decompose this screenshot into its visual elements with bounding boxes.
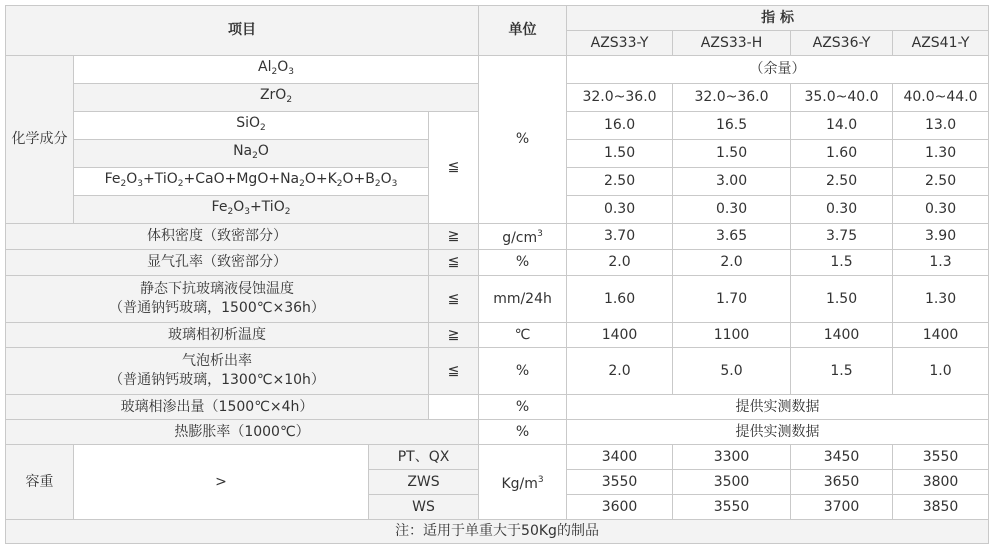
- al2o3-value: （余量）: [567, 56, 989, 84]
- porosity-unit: %: [479, 250, 567, 276]
- value-cell: 1.50: [791, 276, 893, 323]
- value-cell: 32.0~36.0: [673, 84, 791, 112]
- value-cell: 35.0~40.0: [791, 84, 893, 112]
- value-cell: 13.0: [893, 112, 989, 140]
- value-cell: 2.0: [673, 250, 791, 276]
- value-cell: 3.70: [567, 224, 673, 250]
- value-cell: 1.60: [791, 140, 893, 168]
- value-cell: 1.50: [673, 140, 791, 168]
- header-indicators: 指 标: [567, 6, 989, 31]
- value-cell: 3.00: [673, 168, 791, 196]
- corrosion-label: 静态下抗玻璃液侵蚀温度 （普通钠钙玻璃，1500℃×36h）: [6, 276, 429, 323]
- exudation-unit: %: [479, 395, 567, 420]
- value-cell: 3600: [567, 495, 673, 520]
- al2o3-label: $Al_2O_3$: [74, 56, 479, 84]
- glass-phase-unit: ℃: [479, 323, 567, 348]
- bubble-sign: ≦: [429, 348, 479, 395]
- value-cell: 3400: [567, 445, 673, 470]
- value-cell: 1.3: [893, 250, 989, 276]
- value-cell: 3450: [791, 445, 893, 470]
- value-cell: 3800: [893, 470, 989, 495]
- chem-group-label: 化学成分: [6, 56, 74, 224]
- value-cell: 3700: [791, 495, 893, 520]
- value-cell: 1.30: [893, 276, 989, 323]
- empty-cell: [429, 395, 479, 420]
- corrosion-sign: ≦: [429, 276, 479, 323]
- header-unit: 单位: [479, 6, 567, 56]
- value-cell: 2.50: [567, 168, 673, 196]
- exudation-label: 玻璃相渗出量（1500℃×4h）: [6, 395, 429, 420]
- zro2-label: ZrO$_2$: [74, 84, 479, 112]
- bulk-type: ZWS: [369, 470, 479, 495]
- le-sign: ≦: [429, 112, 479, 224]
- value-cell: 16.5: [673, 112, 791, 140]
- value-cell: 0.30: [893, 196, 989, 224]
- density-unit: $g/cm^3$: [479, 224, 567, 250]
- value-cell: 1400: [567, 323, 673, 348]
- value-cell: 3650: [791, 470, 893, 495]
- value-cell: 3550: [567, 470, 673, 495]
- bubble-unit: %: [479, 348, 567, 395]
- sio2-label: SiO$_2$: [74, 112, 429, 140]
- value-cell: 3.75: [791, 224, 893, 250]
- value-cell: 3300: [673, 445, 791, 470]
- oxide-sum-label: $Fe_2O_3+TiO_2+CaO+MgO+Na_2O+K_2O+B_2O_3$: [74, 168, 429, 196]
- expansion-label: 热膨胀率（1000℃）: [6, 420, 479, 445]
- bulk-label: 容重: [6, 445, 74, 520]
- grade-header: AZS33-H: [673, 31, 791, 56]
- value-cell: 5.0: [673, 348, 791, 395]
- bubble-label: 气泡析出率 （普通钠钙玻璃，1300℃×10h）: [6, 348, 429, 395]
- exudation-value: 提供实测数据: [567, 395, 989, 420]
- grade-header: AZS33-Y: [567, 31, 673, 56]
- value-cell: 1.5: [791, 250, 893, 276]
- value-cell: 1.0: [893, 348, 989, 395]
- value-cell: 1.60: [567, 276, 673, 323]
- fe-ti-label: $Fe_2O_3+TiO_2$: [74, 196, 429, 224]
- bulk-type: PT、QX: [369, 445, 479, 470]
- value-cell: 3.65: [673, 224, 791, 250]
- value-cell: 3550: [673, 495, 791, 520]
- glass-phase-sign: ≧: [429, 323, 479, 348]
- density-label: 体积密度（致密部分）: [6, 224, 429, 250]
- value-cell: 3500: [673, 470, 791, 495]
- bulk-unit: $Kg/m^3$: [479, 445, 567, 520]
- value-cell: 1.5: [791, 348, 893, 395]
- grade-header: AZS36-Y: [791, 31, 893, 56]
- grade-header: AZS41-Y: [893, 31, 989, 56]
- value-cell: 0.30: [673, 196, 791, 224]
- bulk-sign: >: [74, 445, 369, 520]
- value-cell: 2.50: [791, 168, 893, 196]
- value-cell: 1.30: [893, 140, 989, 168]
- value-cell: 3.90: [893, 224, 989, 250]
- header-item: 项目: [6, 6, 479, 56]
- expansion-value: 提供实测数据: [567, 420, 989, 445]
- value-cell: 16.0: [567, 112, 673, 140]
- corrosion-unit: mm/24h: [479, 276, 567, 323]
- value-cell: 1.70: [673, 276, 791, 323]
- value-cell: 14.0: [791, 112, 893, 140]
- value-cell: 2.0: [567, 250, 673, 276]
- value-cell: 3550: [893, 445, 989, 470]
- value-cell: 1.50: [567, 140, 673, 168]
- value-cell: 2.0: [567, 348, 673, 395]
- glass-phase-label: 玻璃相初析温度: [6, 323, 429, 348]
- porosity-label: 显气孔率（致密部分）: [6, 250, 429, 276]
- value-cell: 0.30: [791, 196, 893, 224]
- bulk-type: WS: [369, 495, 479, 520]
- value-cell: 0.30: [567, 196, 673, 224]
- expansion-unit: %: [479, 420, 567, 445]
- porosity-sign: ≦: [429, 250, 479, 276]
- chem-unit: %: [479, 56, 567, 224]
- table-note: 注：适用于单重大于50Kg的制品: [6, 520, 989, 544]
- value-cell: 1400: [893, 323, 989, 348]
- value-cell: 40.0~44.0: [893, 84, 989, 112]
- spec-table: [5, 5, 989, 544]
- value-cell: 32.0~36.0: [567, 84, 673, 112]
- value-cell: 1100: [673, 323, 791, 348]
- value-cell: 1400: [791, 323, 893, 348]
- value-cell: 3850: [893, 495, 989, 520]
- na2o-label: $Na_2O$: [74, 140, 429, 168]
- value-cell: 2.50: [893, 168, 989, 196]
- density-sign: ≧: [429, 224, 479, 250]
